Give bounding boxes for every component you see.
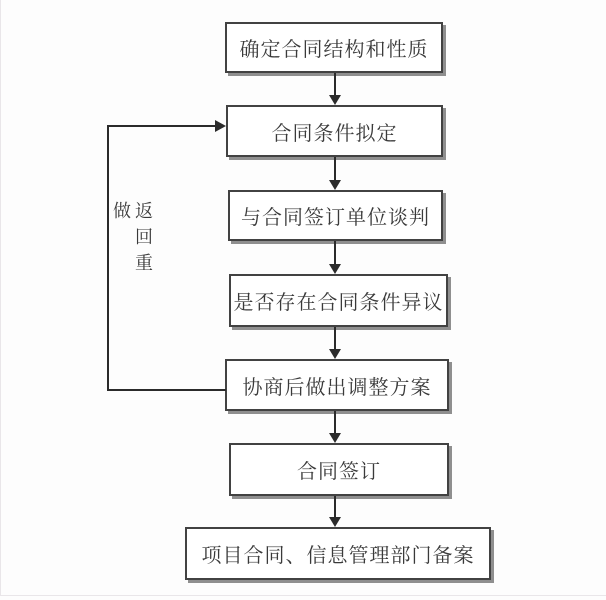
arrow-step3-step4-icon (329, 241, 341, 274)
loop-line-vertical (107, 125, 109, 391)
flow-step-5: 协商后做出调整方案 (225, 359, 449, 411)
flow-step-7: 项目合同、信息管理部门备案 (185, 527, 491, 580)
arrow-step6-step7-icon (329, 496, 341, 527)
arrow-step5-step6-icon (329, 411, 341, 443)
loop-line-top (107, 125, 215, 127)
flow-step-6: 合同签订 (229, 443, 449, 496)
page-edge-left (0, 0, 1, 596)
arrow-step1-step2-icon (329, 73, 341, 105)
loop-label: 返回重做 (111, 201, 153, 279)
loop-arrowhead-icon (215, 120, 226, 132)
loop-line-bottom (107, 389, 226, 391)
arrow-step2-step3-icon (329, 157, 341, 190)
flow-step-4: 是否存在合同条件异议 (229, 274, 448, 327)
page-edge-bottom (0, 595, 606, 596)
flow-step-3: 与合同签订单位谈判 (228, 190, 443, 241)
arrow-step4-step5-icon (329, 327, 341, 359)
flow-step-1: 确定合同结构和性质 (225, 22, 443, 73)
flow-step-2: 合同条件拟定 (226, 105, 443, 157)
